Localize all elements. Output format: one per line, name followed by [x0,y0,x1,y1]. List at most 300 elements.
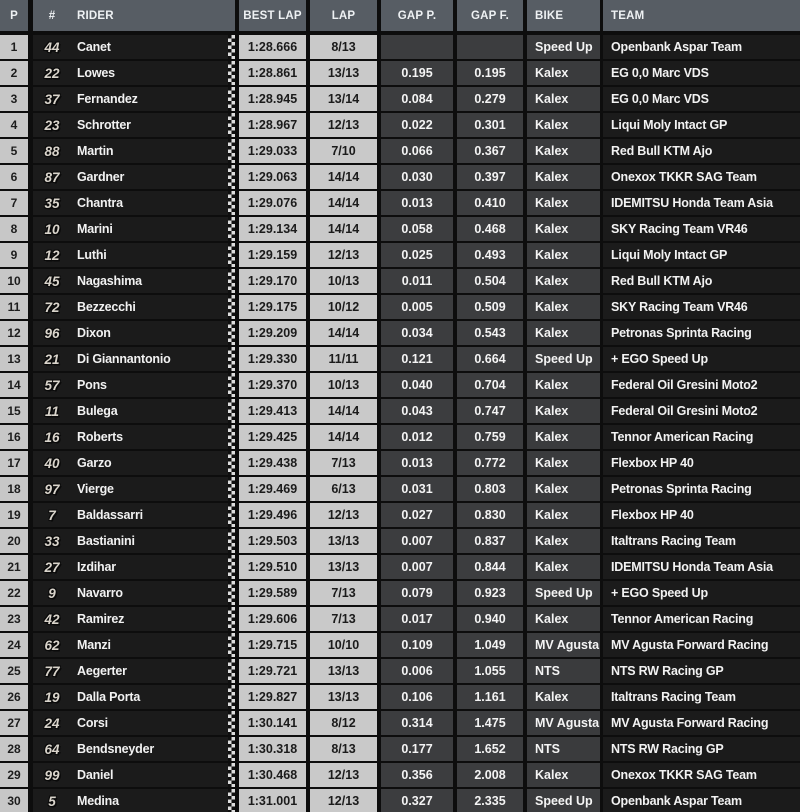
gap-previous-cell [381,477,453,501]
table-row[interactable] [0,347,800,371]
rider-number: 77 [44,663,60,679]
team-value: Onexox TKKR SAG Team [611,170,757,184]
team-value: Red Bull KTM Ajo [611,274,713,288]
best-lap-value: 1:29.170 [247,274,298,288]
bike-cell [527,659,600,683]
best-lap-cell [239,477,306,501]
bike-value: Kalex [535,300,569,314]
bike-value: Kalex [535,430,569,444]
best-lap-value: 1:29.469 [247,482,298,496]
rider-cell [33,87,235,111]
bike-cell [527,555,600,579]
checkered-flag-edge [228,269,235,293]
best-lap-cell [239,165,306,189]
team-cell [603,581,800,605]
best-lap-value: 1:28.861 [247,66,298,80]
gap-previous-value: 0.066 [401,144,433,158]
bike-cell [527,503,600,527]
position-value: 3 [10,92,18,106]
lap-cell [310,269,377,293]
bike-value: Kalex [535,612,569,626]
bike-value: Kalex [535,170,569,184]
bike-cell [527,347,600,371]
gap-first-cell [457,555,523,579]
rider-cell [33,737,235,761]
position-cell [0,243,28,267]
gap-previous-value: 0.017 [401,612,433,626]
position-cell [0,477,28,501]
rider-name: Izdihar [77,560,116,574]
bike-cell [527,269,600,293]
position-cell [0,737,28,761]
checkered-flag-edge [228,61,235,85]
bike-cell [527,529,600,553]
rider-number: 24 [44,715,60,731]
gap-previous-value: 0.177 [401,742,433,756]
team-value: Federal Oil Gresini Moto2 [611,378,758,392]
gap-previous-value: 0.007 [401,560,433,574]
position-value: 20 [7,534,21,548]
rider-number: 9 [48,585,56,601]
position-cell [0,503,28,527]
team-value: Flexbox HP 40 [611,456,694,470]
team-cell [603,139,800,163]
gap-first-value: 0.830 [474,508,506,522]
gap-first-value: 0.410 [474,196,506,210]
rider-cell [33,529,235,553]
position-cell [0,139,28,163]
table-row[interactable] [0,399,800,423]
gap-first-cell [457,529,523,553]
team-value: Red Bull KTM Ajo [611,144,713,158]
best-lap-value: 1:30.318 [247,742,298,756]
rider-cell [33,633,235,657]
position-cell [0,35,28,59]
lap-cell [310,165,377,189]
best-lap-value: 1:29.330 [247,352,298,366]
gap-first-value: 0.704 [474,378,506,392]
rider-cell [33,191,235,215]
rider-name: Corsi [77,716,108,730]
lap-cell [310,295,377,319]
best-lap-cell [239,243,306,267]
best-lap-value: 1:29.209 [247,326,298,340]
gap-first-cell [457,243,523,267]
position-cell [0,685,28,709]
table-row[interactable] [0,477,800,501]
lap-cell [310,451,377,475]
rider-cell [33,555,235,579]
gap-first-value: 0.803 [474,482,506,496]
gap-previous-value: 0.079 [401,586,433,600]
position-value: 29 [7,768,21,782]
checkered-flag-edge [228,529,235,553]
bike-value: Kalex [535,144,569,158]
team-cell [603,685,800,709]
gap-previous-value: 0.043 [401,404,433,418]
table-row[interactable] [0,789,800,812]
lap-value: 8/13 [331,40,356,54]
lap-cell [310,633,377,657]
checkered-flag-edge [228,711,235,735]
gap-first-cell [457,659,523,683]
team-value: Flexbox HP 40 [611,508,694,522]
rider-cell [33,35,235,59]
lap-value: 14/14 [327,170,360,184]
team-value: EG 0,0 Marc VDS [611,92,709,106]
table-row[interactable] [0,659,800,683]
best-lap-value: 1:29.413 [247,404,298,418]
bike-value: Kalex [535,534,569,548]
lap-value: 14/14 [327,430,360,444]
best-lap-cell [239,113,306,137]
gap-previous-value: 0.314 [401,716,433,730]
table-row[interactable] [0,607,800,631]
gap-first-cell [457,477,523,501]
table-row[interactable] [0,139,800,163]
table-row[interactable] [0,685,800,709]
table-row[interactable] [0,87,800,111]
rider-number: 35 [44,195,60,211]
gap-first-value: 0.759 [474,430,506,444]
bike-cell [527,737,600,761]
gap-first-cell [457,763,523,787]
best-lap-value: 1:29.589 [247,586,298,600]
table-row[interactable] [0,633,800,657]
position-cell [0,217,28,241]
lap-value: 11/11 [328,352,359,366]
position-cell [0,269,28,293]
gap-previous-value: 0.011 [401,274,433,288]
team-cell [603,321,800,345]
best-lap-cell [239,555,306,579]
position-value: 6 [10,170,18,184]
table-row[interactable] [0,373,800,397]
header-number-label: # [48,9,56,22]
rider-cell [33,139,235,163]
best-lap-value: 1:29.159 [247,248,298,262]
checkered-flag-edge [228,321,235,345]
checkered-flag-edge [228,35,235,59]
bike-cell [527,685,600,709]
table-row[interactable] [0,451,800,475]
gap-previous-value: 0.030 [401,170,433,184]
rider-cell [33,61,235,85]
best-lap-cell [239,61,306,85]
gap-first-cell [457,139,523,163]
header-rider [33,0,235,31]
table-row[interactable] [0,113,800,137]
header-best-lap [239,0,306,31]
best-lap-value: 1:29.496 [247,508,298,522]
table-row[interactable] [0,295,800,319]
lap-cell [310,113,377,137]
lap-value: 12/13 [327,768,360,782]
best-lap-cell [239,607,306,631]
position-value: 19 [7,508,21,522]
gap-first-cell [457,503,523,527]
header-gap-previous [381,0,453,31]
table-row[interactable] [0,269,800,293]
gap-previous-cell [381,659,453,683]
header-team [603,0,800,31]
checkered-flag-edge [228,685,235,709]
table-row[interactable] [0,165,800,189]
gap-previous-cell [381,61,453,85]
bike-cell [527,113,600,137]
best-lap-value: 1:28.967 [247,118,298,132]
team-value: MV Agusta Forward Racing [611,638,769,652]
rider-name: Pons [77,378,107,392]
rider-number: 57 [44,377,60,393]
gap-first-value: 0.504 [474,274,506,288]
gap-previous-cell [381,243,453,267]
table-row[interactable] [0,711,800,735]
header-position-label: P [10,9,18,22]
gap-first-cell [457,165,523,189]
gap-previous-cell [381,711,453,735]
position-cell [0,607,28,631]
gap-first-cell [457,581,523,605]
bike-value: Kalex [535,222,569,236]
checkered-flag-edge [228,477,235,501]
best-lap-cell [239,35,306,59]
rider-number: 37 [44,91,60,107]
team-value: Openbank Aspar Team [611,794,742,808]
gap-first-cell [457,789,523,812]
gap-first-cell [457,87,523,111]
lap-value: 13/13 [327,664,360,678]
gap-first-value: 1.055 [474,664,506,678]
gap-previous-cell [381,373,453,397]
gap-first-value: 0.923 [474,586,506,600]
checkered-flag-edge [228,659,235,683]
best-lap-cell [239,529,306,553]
team-cell [603,737,800,761]
lap-value: 7/10 [331,144,356,158]
bike-value: Kalex [535,378,569,392]
team-cell [603,633,800,657]
table-row[interactable] [0,737,800,761]
team-value: IDEMITSU Honda Team Asia [611,196,773,210]
team-value: Liqui Moly Intact GP [611,248,728,262]
bike-value: Speed Up [535,352,593,366]
lap-cell [310,607,377,631]
team-cell [603,477,800,501]
team-value: Liqui Moly Intact GP [611,118,728,132]
lap-cell [310,555,377,579]
position-value: 26 [7,690,21,704]
gap-first-value: 0.397 [474,170,506,184]
gap-first-value: 0.664 [474,352,506,366]
gap-previous-cell [381,165,453,189]
bike-value: NTS [535,742,560,756]
position-cell [0,191,28,215]
team-value: SKY Racing Team VR46 [611,222,748,236]
gap-first-value: 0.468 [474,222,506,236]
rider-number: 16 [44,429,60,445]
checkered-flag-edge [228,191,235,215]
lap-value: 14/14 [327,404,360,418]
gap-previous-cell [381,321,453,345]
team-cell [603,295,800,319]
gap-previous-value: 0.022 [401,118,433,132]
rider-number: 10 [44,221,60,237]
lap-cell [310,711,377,735]
gap-previous-cell [381,789,453,812]
table-row[interactable] [0,503,800,527]
lap-value: 12/13 [327,508,360,522]
gap-first-cell [457,711,523,735]
gap-previous-value: 0.109 [401,638,433,652]
best-lap-cell [239,399,306,423]
best-lap-value: 1:28.945 [247,92,298,106]
gap-first-value: 0.747 [474,404,506,418]
team-cell [603,659,800,683]
position-cell [0,581,28,605]
position-value: 25 [7,664,21,678]
position-value: 1 [10,40,18,54]
rider-name: Schrotter [77,118,131,132]
rider-number: 22 [44,65,60,81]
gap-first-cell [457,61,523,85]
team-cell [603,35,800,59]
table-row[interactable] [0,425,800,449]
gap-first-cell [457,35,523,59]
bike-cell [527,399,600,423]
lap-cell [310,243,377,267]
position-value: 30 [7,794,21,808]
table-body [0,35,800,812]
rider-number: 87 [44,169,60,185]
team-value: Tennor American Racing [611,612,754,626]
gap-first-cell [457,113,523,137]
position-value: 11 [7,300,21,314]
best-lap-value: 1:29.370 [247,378,298,392]
rider-name: Ramirez [77,612,125,626]
gap-previous-cell [381,529,453,553]
bike-cell [527,191,600,215]
rider-number: 42 [44,611,60,627]
best-lap-cell [239,191,306,215]
rider-number: 21 [44,351,60,367]
team-value: + EGO Speed Up [611,586,708,600]
table-row[interactable] [0,243,800,267]
gap-first-value: 1.161 [474,690,506,704]
gap-first-value: 2.335 [474,794,506,808]
lap-cell [310,87,377,111]
lap-cell [310,139,377,163]
bike-value: Kalex [535,508,569,522]
rider-number: 72 [44,299,60,315]
gap-first-cell [457,217,523,241]
table-row[interactable] [0,217,800,241]
lap-cell [310,35,377,59]
gap-previous-cell [381,295,453,319]
table-row[interactable] [0,581,800,605]
table-row[interactable] [0,35,800,59]
bike-value: Kalex [535,326,569,340]
best-lap-cell [239,581,306,605]
team-cell [603,607,800,631]
position-cell [0,295,28,319]
team-cell [603,113,800,137]
header-lap-label: LAP [331,9,356,22]
gap-previous-cell [381,87,453,111]
position-cell [0,61,28,85]
position-cell [0,165,28,189]
best-lap-cell [239,295,306,319]
table-row[interactable] [0,61,800,85]
checkered-flag-edge [228,425,235,449]
lap-value: 7/13 [331,456,356,470]
lap-cell [310,685,377,709]
team-cell [603,347,800,371]
bike-cell [527,87,600,111]
bike-value: Kalex [535,92,569,106]
checkered-flag-edge [228,581,235,605]
best-lap-cell [239,347,306,371]
position-cell [0,451,28,475]
gap-first-cell [457,269,523,293]
best-lap-cell [239,451,306,475]
rider-name: Aegerter [77,664,127,678]
position-cell [0,373,28,397]
bike-value: Kalex [535,690,569,704]
team-cell [603,425,800,449]
rider-cell [33,685,235,709]
best-lap-cell [239,711,306,735]
gap-previous-value: 0.005 [401,300,433,314]
bike-value: NTS [535,664,560,678]
gap-first-cell [457,295,523,319]
rider-number: 27 [44,559,60,575]
team-value: NTS RW Racing GP [611,664,724,678]
table-row[interactable] [0,529,800,553]
gap-previous-cell [381,633,453,657]
table-row[interactable] [0,763,800,787]
rider-number: 64 [44,741,60,757]
lap-value: 14/14 [327,326,360,340]
table-row[interactable] [0,321,800,345]
checkered-flag-edge [228,295,235,319]
rider-name: Roberts [77,430,123,444]
header-lap [310,0,377,31]
lap-value: 8/13 [331,742,356,756]
lap-cell [310,399,377,423]
bike-cell [527,633,600,657]
lap-cell [310,477,377,501]
gap-previous-cell [381,685,453,709]
team-value: + EGO Speed Up [611,352,708,366]
header-gap-previous-label: GAP P. [397,9,437,22]
best-lap-value: 1:29.425 [247,430,298,444]
checkered-flag-edge [228,373,235,397]
rider-name: Bastianini [77,534,135,548]
table-row[interactable] [0,555,800,579]
gap-first-value: 1.475 [474,716,506,730]
rider-cell [33,165,235,189]
team-value: SKY Racing Team VR46 [611,300,748,314]
gap-first-value: 0.367 [474,144,506,158]
position-value: 17 [7,456,21,470]
rider-number: 96 [44,325,60,341]
best-lap-value: 1:29.175 [247,300,298,314]
gap-previous-value: 0.007 [401,534,433,548]
checkered-flag-edge [228,633,235,657]
table-row[interactable] [0,191,800,215]
gap-previous-cell [381,217,453,241]
